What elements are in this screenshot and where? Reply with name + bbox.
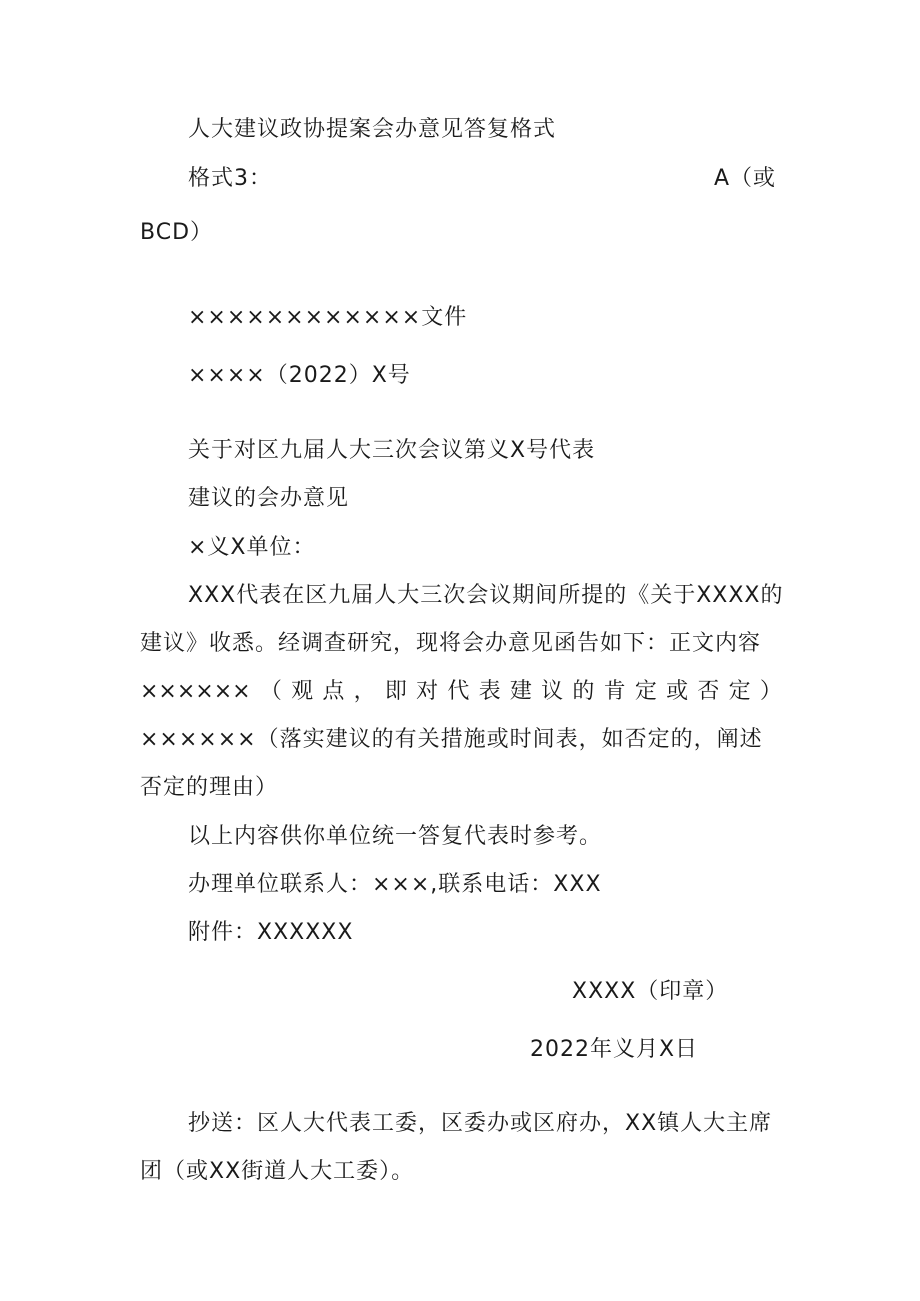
body-line-3-part: 或 <box>666 679 689 704</box>
body-line-3 <box>140 678 782 706</box>
body-line-3-part: 观 <box>291 679 314 704</box>
contact-line: 办理单位联系人：×××,联系电话：XXX <box>188 872 602 897</box>
body-line-3-part: ， <box>353 679 376 704</box>
body-line-3-part: ×××××× <box>140 679 251 704</box>
body-line-3-part: 对 <box>416 679 439 704</box>
seal-line: XXXX（印章） <box>572 979 729 1004</box>
attachment-line: 附件：XXXXXX <box>188 920 354 945</box>
body-line-3-part: 否 <box>697 679 720 704</box>
body-line-3-part: 建 <box>509 679 532 704</box>
body-line-3-part: 议 <box>541 679 564 704</box>
body-line-3-part: 定 <box>728 679 751 704</box>
subject-title-line-2: 建议的会办意见 <box>188 486 350 511</box>
reference-note: 以上内容供你单位统一答复代表时参考。 <box>188 824 603 849</box>
issuer-line: ××××××××××××文件 <box>188 305 468 330</box>
document-heading: 人大建议政协提案会办意见答复格式 <box>188 117 557 142</box>
addressee: ×义X单位： <box>188 535 316 560</box>
date-line: 2022年义月X日 <box>530 1037 699 1062</box>
format-option-b: BCD） <box>140 220 214 245</box>
format-label: 格式3： <box>188 166 272 191</box>
format-option-a: A（或 <box>714 166 777 191</box>
body-line-3-part: （ <box>259 679 282 704</box>
cc-line-1: 抄送：区人大代表工委，区委办或区府办，XX镇人大主席 <box>188 1111 773 1136</box>
document-number: ××××（2022）X号 <box>188 363 411 388</box>
body-line-5: 否定的理由） <box>140 775 279 800</box>
body-line-3-part: 即 <box>384 679 407 704</box>
cc-line-2: 团（或XX街道人大工委）。 <box>140 1159 415 1184</box>
body-line-3-part: 肯 <box>603 679 626 704</box>
body-line-2: 建议》收悉。经调查研究，现将会办意见函告如下：正文内容 <box>140 631 762 656</box>
body-line-3-part: 定 <box>634 679 657 704</box>
body-line-3-part: 的 <box>572 679 595 704</box>
body-line-3-part: 代 <box>447 679 470 704</box>
body-line-3-part: ） <box>759 679 782 704</box>
body-line-1: XXX代表在区九届人大三次会议期间所提的《关于XXXX的 <box>188 583 784 608</box>
body-line-3-part: 点 <box>322 679 345 704</box>
subject-title-line-1: 关于对区九届人大三次会议第义X号代表 <box>188 438 596 463</box>
body-line-4: ××××××（落实建议的有关措施或时间表，如否定的，阐述 <box>140 727 763 752</box>
body-line-3-part: 表 <box>478 679 501 704</box>
